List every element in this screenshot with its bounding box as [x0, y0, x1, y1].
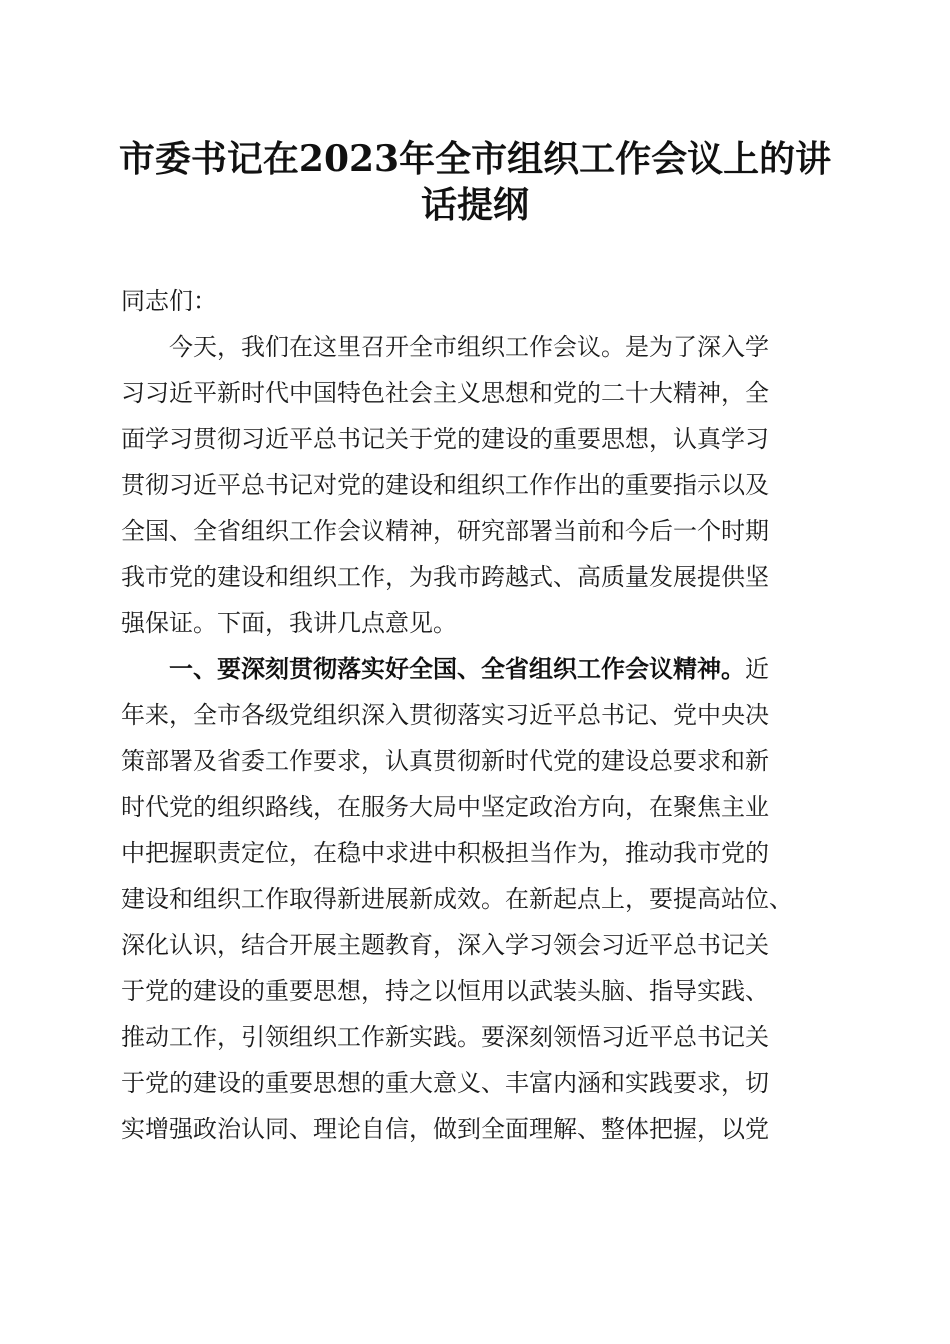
paragraph-opening — [121, 324, 831, 646]
paragraph-line: 策部署及省委工作要求，认真贯彻新时代党的建设总要求和新 — [121, 747, 769, 775]
paragraph-line: 年来，全市各级党组织深入贯彻落实习近平总书记、党中央决 — [121, 701, 769, 729]
paragraph-line: 中把握职责定位，在稳中求进中积极担当作为，推动我市党的 — [121, 839, 769, 867]
section-first-line-rest: 近 — [745, 655, 769, 683]
greeting-text: 同志们： — [121, 287, 217, 315]
paragraph-line: 于党的建设的重要思想的重大意义、丰富内涵和实践要求，切 — [121, 1069, 769, 1097]
paragraph-line: 时代党的组织路线，在服务大局中坚定政治方向，在聚焦主业 — [121, 793, 769, 821]
title-line-2: 话提纲 — [420, 184, 529, 226]
paragraph-line: 于党的建设的重要思想，持之以恒用以武装头脑、指导实践、 — [121, 977, 769, 1005]
paragraph-section-one — [121, 646, 831, 1152]
title-line-1: 市委书记在2023年全市组织工作会议上的讲 — [118, 138, 832, 180]
greeting — [121, 278, 831, 324]
paragraph-line: 面学习贯彻习近平总书记关于党的建设的重要思想，认真学习 — [121, 425, 769, 453]
section-heading: 一、要深刻贯彻落实好全国、全省组织工作会议精神。 — [169, 655, 745, 683]
paragraph-line: 贯彻习近平总书记对党的建设和组织工作作出的重要指示以及 — [121, 471, 769, 499]
paragraph-line: 建设和组织工作取得新进展新成效。在新起点上，要提高站位、 — [121, 885, 793, 913]
paragraph-line: 强保证。下面，我讲几点意见。 — [121, 609, 457, 637]
paragraph-line: 推动工作，引领组织工作新实践。要深刻领悟习近平总书记关 — [121, 1023, 769, 1051]
paragraph-line: 全国、全省组织工作会议精神，研究部署当前和今后一个时期 — [121, 517, 769, 545]
paragraph-line: 习习近平新时代中国特色社会主义思想和党的二十大精神，全 — [121, 379, 769, 407]
paragraph-line: 深化认识，结合开展主题教育，深入学习领会习近平总书记关 — [121, 931, 769, 959]
paragraph-line: 实增强政治认同、理论自信，做到全面理解、整体把握，以党 — [121, 1115, 769, 1143]
section-first-line — [121, 646, 831, 692]
document-title — [0, 136, 950, 228]
paragraph-line: 今天，我们在这里召开全市组织工作会议。是为了深入学 — [169, 333, 769, 361]
paragraph-line: 我市党的建设和组织工作，为我市跨越式、高质量发展提供坚 — [121, 563, 769, 591]
